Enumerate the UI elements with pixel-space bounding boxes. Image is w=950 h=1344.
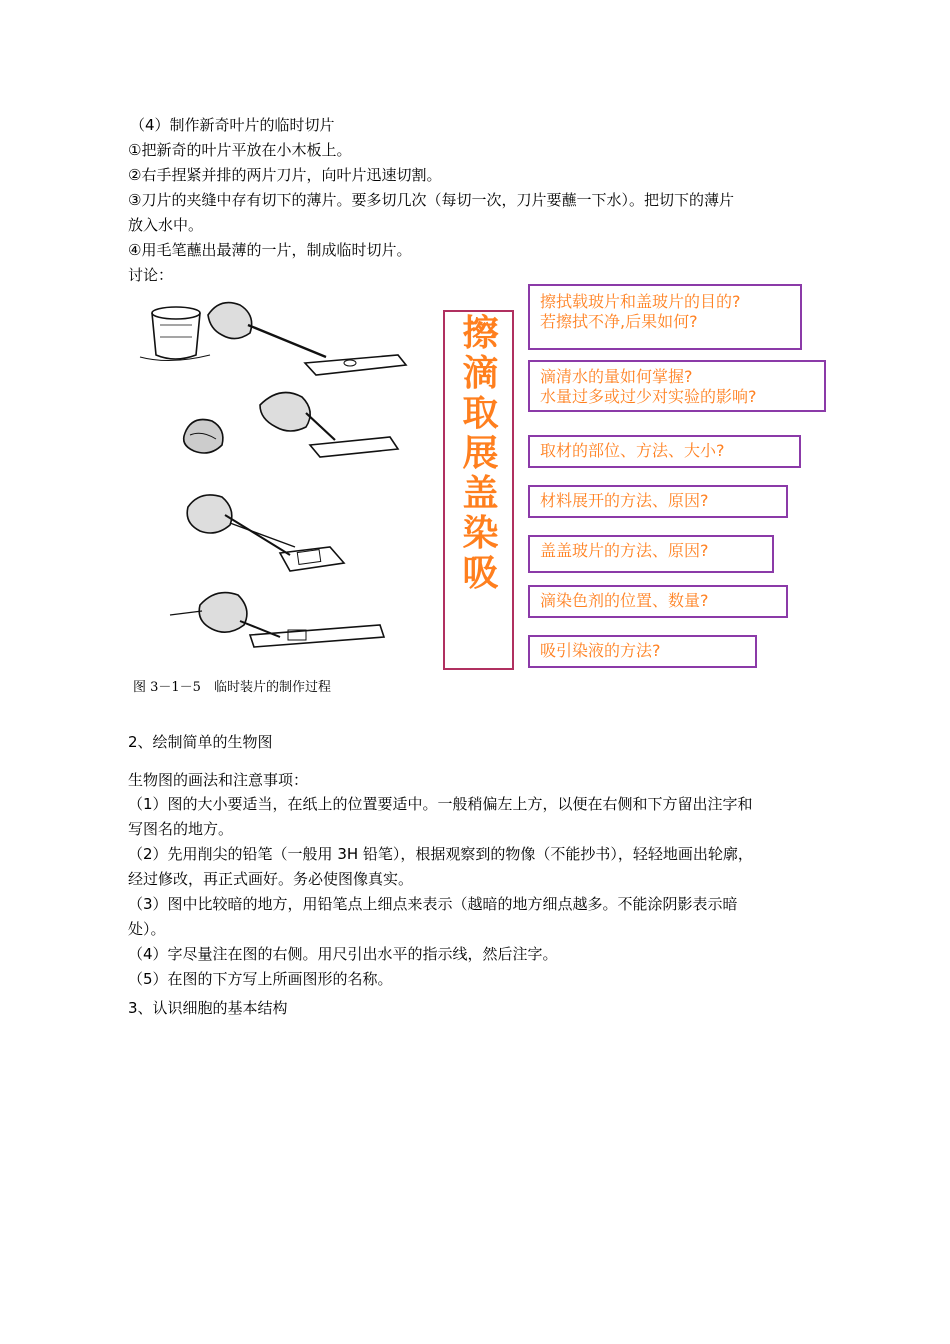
- rule-2-cont: 经过修改，再正式画好。务必使图像真实。: [128, 870, 414, 888]
- step-3: ③刀片的夹缝中存有切下的薄片。要多切几次（每切一次，刀片要蘸一下水）。把切下的薄片: [128, 191, 734, 209]
- step-2: ②右手捏紧并排的两片刀片，向叶片迅速切割。: [128, 166, 442, 184]
- step-3-cont: 放入水中。: [128, 216, 204, 234]
- question-box-cover: [528, 535, 774, 573]
- char-zhan: 展: [462, 433, 499, 474]
- section-2-title: 2、绘制简单的生物图: [128, 733, 273, 751]
- char-ca: 擦: [462, 313, 499, 354]
- rule-4: （4）字尽量注在图的右侧。用尺引出水平的指示线，然后注字。: [128, 945, 558, 963]
- question-box-absorb: [528, 635, 757, 668]
- question-box-stain: [528, 585, 788, 618]
- panel-spread-sample: [187, 495, 344, 571]
- rule-5: （5）在图的下方写上所画图形的名称。: [128, 970, 393, 988]
- rule-1: （1）图的大小要适当，在纸上的位置要适中。一般稍偏左上方，以便在右侧和下方留出注字和: [128, 795, 753, 813]
- question-text: 盖盖玻片的方法、原因?: [540, 541, 709, 560]
- question-text: 取材的部位、方法、大小?: [540, 441, 725, 460]
- section-3-title: 3、认识细胞的基本结构: [128, 999, 288, 1017]
- question-text: 滴染色剂的位置、数量?: [540, 591, 709, 610]
- question-text: 擦拭载玻片和盖玻片的目的?: [540, 292, 741, 311]
- char-ran: 染: [462, 513, 499, 554]
- section-2-subtitle: 生物图的画法和注意事项：: [128, 771, 309, 789]
- question-text: 吸引染液的方法?: [540, 641, 661, 660]
- rule-3-cont: 处）。: [128, 920, 166, 938]
- panel-drop-water: [140, 303, 406, 375]
- char-gai: 盖: [462, 473, 499, 514]
- steps-mnemonic-box: [443, 310, 514, 670]
- question-box-wipe: [528, 284, 802, 350]
- question-text: 水量过多或过少对实验的影响?: [540, 387, 757, 406]
- question-box-spread: [528, 485, 788, 518]
- step-1: ①把新奇的叶片平放在小木板上。: [128, 141, 352, 159]
- rule-2: （2）先用削尖的铅笔（一般用 3H 铅笔），根据观察到的物像（不能抄书），轻轻地画出轮廓，: [128, 845, 753, 863]
- char-qu: 取: [462, 393, 499, 434]
- section-heading: （4）制作新奇叶片的临时切片: [130, 116, 335, 134]
- discussion-label: 讨论：: [128, 266, 174, 284]
- procedure-illustration: [130, 285, 415, 695]
- rule-1-cont: 写图名的地方。: [128, 820, 234, 838]
- question-box-drop: [528, 360, 826, 412]
- question-text: 若擦拭不净,后果如何?: [540, 312, 698, 331]
- question-box-take: [528, 435, 801, 468]
- panel-cover-slip: [170, 593, 384, 647]
- panel-take-sample: [184, 393, 398, 458]
- rule-3: （3）图中比较暗的地方，用铅笔点上细点来表示（越暗的地方细点越多。不能涂阴影表示暗: [128, 895, 738, 913]
- figure-caption: 图 3－1－5 临时装片的制作过程: [133, 680, 331, 695]
- question-text: 材料展开的方法、原因?: [540, 491, 709, 510]
- question-text: 滴清水的量如何掌握?: [540, 367, 693, 386]
- steps-mnemonic: [445, 314, 516, 594]
- char-di: 滴: [462, 353, 499, 394]
- char-xi: 吸: [462, 553, 499, 594]
- step-4: ④用毛笔蘸出最薄的一片，制成临时切片。: [128, 241, 412, 259]
